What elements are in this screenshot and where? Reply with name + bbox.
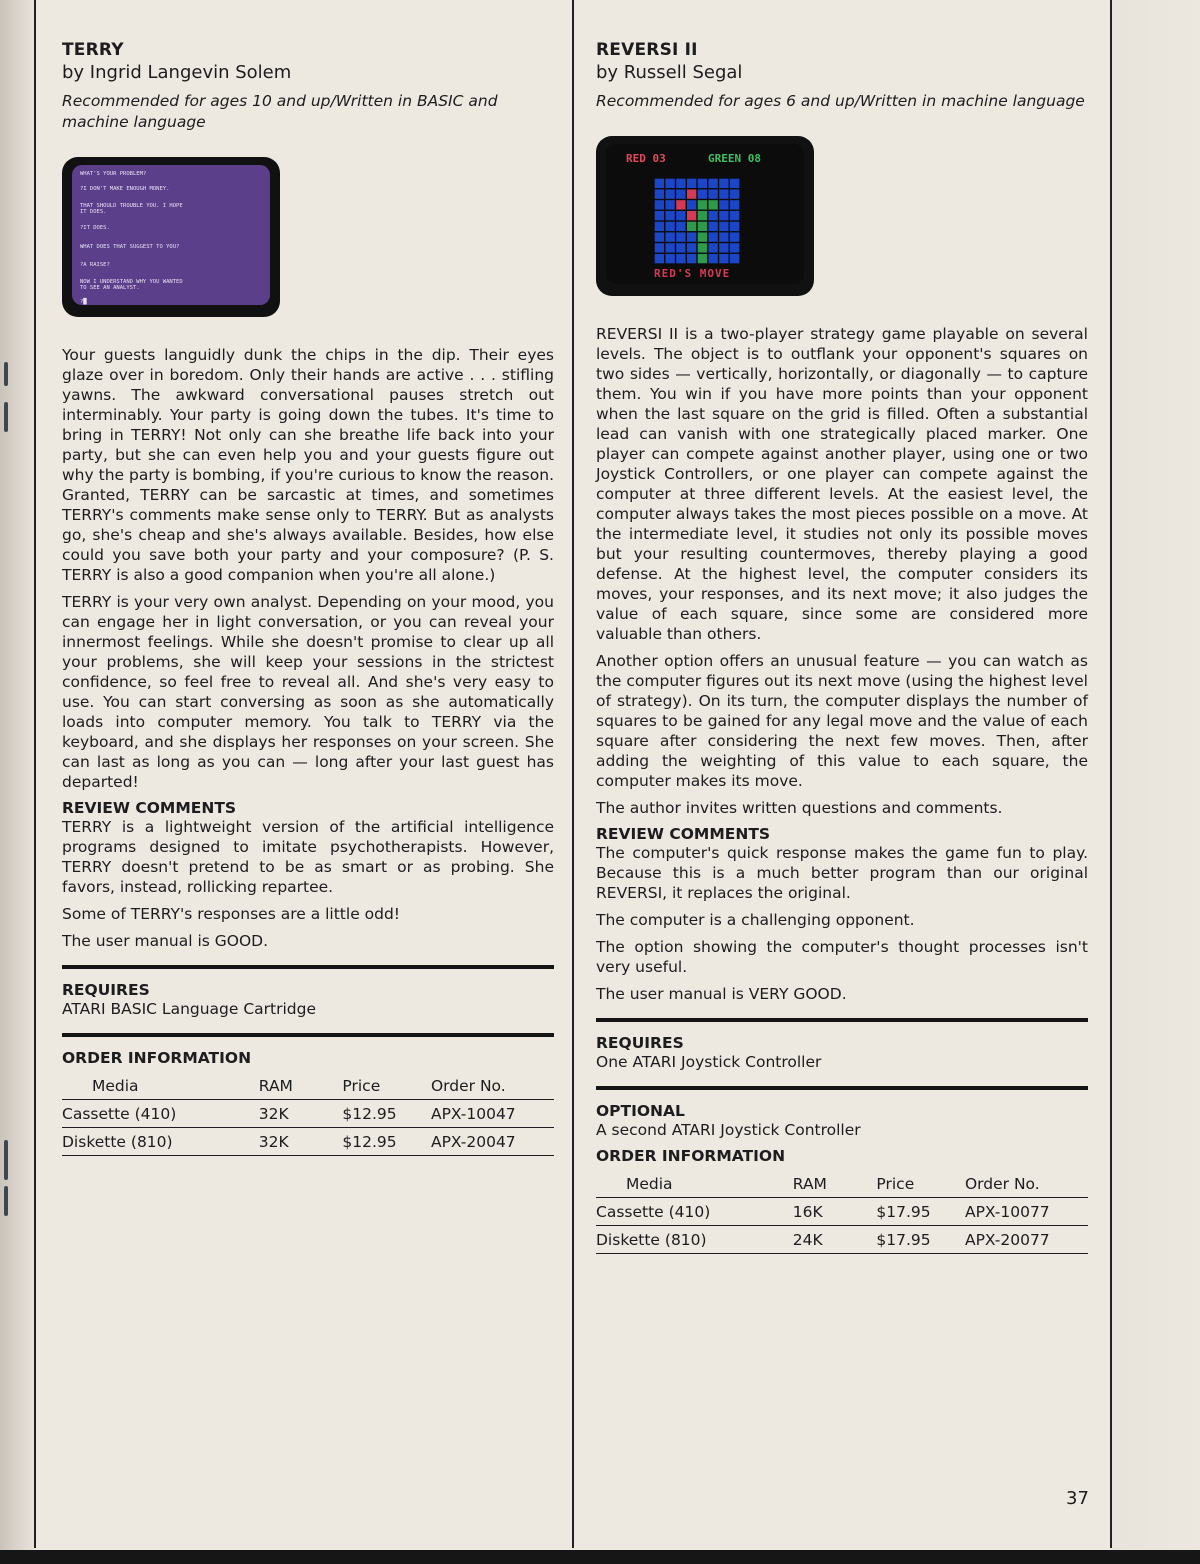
table-row: [62, 1128, 554, 1156]
board-square: [665, 179, 674, 188]
table-cell: Diskette (810): [596, 1226, 793, 1254]
review-paragraph: The computer's quick response makes the game fun to play. Because this is a much better program than our original REVERSI, it replaces the original.: [596, 844, 1088, 902]
section-rule: [596, 1086, 1088, 1090]
table-row: [62, 1100, 554, 1128]
red-score: RED 03: [626, 152, 666, 165]
screen-line: ?█: [80, 299, 87, 305]
board-square: [676, 243, 685, 252]
program-author: by Ingrid Langevin Solem: [62, 62, 292, 83]
program-author: by Russell Segal: [596, 62, 743, 83]
board-square: [665, 243, 674, 252]
page-number: 37: [1066, 1488, 1089, 1509]
review-heading: REVIEW COMMENTS: [62, 799, 237, 817]
board-square: [655, 211, 664, 220]
reversi-listing: [596, 40, 1088, 1254]
screen-line: ?IT DOES.: [80, 225, 110, 231]
board-square: [719, 243, 728, 252]
board-square: [730, 189, 739, 198]
requires-heading: REQUIRES: [62, 981, 150, 999]
board-square: [687, 232, 696, 241]
red-piece: [687, 211, 696, 220]
board-square: [676, 222, 685, 231]
board-square: [708, 179, 717, 188]
optional-heading: OPTIONAL: [596, 1102, 685, 1120]
board-square: [698, 179, 707, 188]
board-square: [665, 232, 674, 241]
board-square: [730, 243, 739, 252]
board-square: [687, 254, 696, 263]
requires-text: ATARI BASIC Language Cartridge: [62, 1000, 317, 1018]
column-header: Order No.: [965, 1171, 1088, 1198]
order-heading: ORDER INFORMATION: [596, 1147, 786, 1165]
reversi-screenshot: [596, 136, 814, 296]
board-square: [676, 254, 685, 263]
green-piece: [698, 200, 707, 209]
board-square: [655, 222, 664, 231]
board-square: [665, 211, 674, 220]
order-table: [596, 1171, 1088, 1254]
board-square: [665, 254, 674, 263]
review-paragraph: Some of TERRY's responses are a little odd!: [62, 905, 401, 923]
right-margin-rule: [1110, 0, 1112, 1548]
recommendation: Recommended for ages 6 and up/Written in machine language: [596, 92, 1085, 110]
green-piece: [698, 243, 707, 252]
reversi-board: [654, 178, 740, 264]
board-square: [730, 222, 739, 231]
screen-line: ?A RAISE?: [80, 262, 110, 268]
column-header: Media: [62, 1073, 259, 1100]
column-header: Order No.: [431, 1073, 554, 1100]
table-cell: $12.95: [342, 1100, 431, 1128]
review-paragraph: The user manual is GOOD.: [62, 932, 269, 950]
spine-mark: [4, 1186, 8, 1216]
requires-text: One ATARI Joystick Controller: [596, 1053, 822, 1071]
board-square: [708, 243, 717, 252]
review-paragraph: The option showing the computer's thought processes isn't very useful.: [596, 938, 1088, 976]
description-paragraph: The author invites written questions and comments.: [596, 799, 1003, 817]
column-header: Media: [596, 1171, 793, 1198]
binding-spine: [0, 0, 34, 1564]
reversi-screen-display: [606, 144, 804, 284]
column-header: RAM: [793, 1171, 877, 1198]
board-square: [665, 189, 674, 198]
green-piece: [698, 211, 707, 220]
review-paragraph: The user manual is VERY GOOD.: [596, 985, 847, 1003]
board-square: [719, 189, 728, 198]
board-square: [687, 243, 696, 252]
board-square: [655, 179, 664, 188]
screen-line: WHAT DOES THAT SUGGEST TO YOU?: [80, 244, 180, 250]
terry-listing: [62, 40, 554, 1156]
spine-mark: [4, 402, 8, 432]
table-cell: 32K: [259, 1100, 343, 1128]
spine-mark: [4, 1140, 8, 1180]
order-heading: ORDER INFORMATION: [62, 1049, 252, 1067]
bottom-edge-bar: [0, 1550, 1200, 1564]
board-square: [687, 200, 696, 209]
board-square: [655, 189, 664, 198]
board-square: [730, 200, 739, 209]
description-paragraph: REVERSI II is a two-player strategy game playable on several levels. The object is to outflank your opponent's squares on two sides — vertically, horizontally, or diagonally — to capture them. You win if you have more points than your opponent when the last square on the grid is filled. Often a substantial lead can vanish with one strategically placed marker. One player can compete against another player, using one or two Joystick Controllers, or one player can compete against the computer at three different levels. At the easiest level, the computer always takes the most pieces possible on a move. At the intermediate level, it studies not only its possible moves but your resulting countermoves, thereby playing a good defense. At the highest level, the computer considers its moves, your responses, and its next move; it also judges the value of each square, since some are considered more valuable than others.: [596, 325, 1088, 643]
board-square: [708, 189, 717, 198]
order-table: [62, 1073, 554, 1156]
board-square: [665, 200, 674, 209]
column-divider: [572, 0, 574, 1548]
board-square: [719, 232, 728, 241]
table-cell: 32K: [259, 1128, 343, 1156]
table-cell: 24K: [793, 1226, 877, 1254]
order-header-row: [62, 1073, 554, 1100]
requires-heading: REQUIRES: [596, 1034, 684, 1052]
review-paragraph: The computer is a challenging opponent.: [596, 911, 915, 929]
description-paragraph: TERRY is your very own analyst. Depending on your mood, you can engage her in light conversation, or you can reveal your innermost feelings. While she doesn't promise to clear up all your problems, she will keep your sessions in the strictest confidence, so feel free to reveal all. And she's very easy to use. You can start conversing as soon as she automatically loads into computer memory. You talk to TERRY via the keyboard, and she displays her responses on your screen. She can last as long as you can — long after your last guest has departed!: [62, 593, 554, 791]
board-square: [708, 254, 717, 263]
order-header-row: [596, 1171, 1088, 1198]
screen-line: NOW I UNDERSTAND WHY YOU WANTED TO SEE AN ANALYST.: [80, 279, 183, 291]
review-heading: REVIEW COMMENTS: [596, 825, 771, 843]
board-square: [719, 222, 728, 231]
description-paragraph: Another option offers an unusual feature — you can watch as the computer figures out its next move (using the highest level of strategy). On its turn, the computer displays the number of squares to be gained for any legal move and the value of each square after considering the next few moves. Then, after adding the weighting of this value to each square, the computer makes its move.: [596, 652, 1088, 790]
program-title: TERRY: [62, 40, 124, 60]
terry-screen-display: [72, 165, 270, 305]
description-paragraph: Your guests languidly dunk the chips in the dip. Their eyes glaze over in boredom. Only their hands are active . . . stifling yawns. The awkward conversational pauses stretch out interminably. Your party is going down the tubes. It's time to bring in TERRY! Not only can she breathe life back into your party, but she can even help you and your guests figure out why the party is bombing, if you're curious to know the reason. Granted, TERRY can be sarcastic at times, and sometimes TERRY's comments make sense only to TERRY. But as analysts go, she's cheap and she's always available. Besides, how else could you save both your party and your composure? (P. S. TERRY is also a good companion when you're all alone.): [62, 346, 554, 584]
board-square: [708, 232, 717, 241]
section-rule: [62, 1033, 554, 1037]
board-square: [719, 211, 728, 220]
board-square: [719, 254, 728, 263]
table-cell: Diskette (810): [62, 1128, 259, 1156]
recommendation: Recommended for ages 10 and up/Written in BASIC and machine language: [62, 92, 498, 131]
board-square: [698, 189, 707, 198]
green-piece: [698, 254, 707, 263]
board-square: [730, 211, 739, 220]
green-piece: [687, 222, 696, 231]
table-row: [596, 1198, 1088, 1226]
board-square: [655, 254, 664, 263]
board-square: [676, 189, 685, 198]
table-row: [596, 1226, 1088, 1254]
screen-line: WHAT'S YOUR PROBLEM?: [80, 171, 147, 177]
board-square: [708, 222, 717, 231]
board-square: [730, 232, 739, 241]
move-indicator: RED'S MOVE: [654, 267, 731, 280]
program-title: REVERSI II: [596, 40, 698, 60]
red-piece: [676, 200, 685, 209]
table-cell: Cassette (410): [62, 1100, 259, 1128]
terry-screenshot: [62, 157, 280, 317]
table-cell: APX-20047: [431, 1128, 554, 1156]
board-square: [719, 179, 728, 188]
board-square: [676, 232, 685, 241]
spine-mark: [4, 362, 8, 386]
table-cell: APX-10077: [965, 1198, 1088, 1226]
column-header: Price: [342, 1073, 431, 1100]
red-piece: [687, 189, 696, 198]
board-square: [719, 200, 728, 209]
column-header: RAM: [259, 1073, 343, 1100]
board-square: [708, 211, 717, 220]
green-score: GREEN 08: [708, 152, 761, 165]
screen-line: THAT SHOULD TROUBLE YOU. I HOPE IT DOES.: [80, 203, 183, 215]
left-margin-rule: [34, 0, 36, 1548]
board-square: [687, 179, 696, 188]
column-header: Price: [876, 1171, 965, 1198]
table-cell: 16K: [793, 1198, 877, 1226]
green-piece: [698, 222, 707, 231]
board-square: [655, 243, 664, 252]
board-square: [730, 179, 739, 188]
board-square: [655, 232, 664, 241]
table-cell: $12.95: [342, 1128, 431, 1156]
right-page-edge: [1112, 0, 1200, 1564]
table-cell: APX-20077: [965, 1226, 1088, 1254]
table-cell: $17.95: [876, 1198, 965, 1226]
green-piece: [698, 232, 707, 241]
board-square: [730, 254, 739, 263]
screen-line: ?I DON'T MAKE ENOUGH MONEY.: [80, 186, 170, 192]
board-square: [676, 211, 685, 220]
green-piece: [708, 200, 717, 209]
section-rule: [62, 965, 554, 969]
review-paragraph: TERRY is a lightweight version of the artificial intelligence programs designed to imitate psychotherapists. However, TERRY doesn't pretend to be as smart or as probing. She favors, instead, rollicking repartee.: [62, 818, 554, 896]
board-square: [655, 200, 664, 209]
table-cell: Cassette (410): [596, 1198, 793, 1226]
table-cell: $17.95: [876, 1226, 965, 1254]
section-rule: [596, 1018, 1088, 1022]
board-square: [676, 179, 685, 188]
board-square: [665, 222, 674, 231]
optional-text: A second ATARI Joystick Controller: [596, 1121, 861, 1139]
table-cell: APX-10047: [431, 1100, 554, 1128]
